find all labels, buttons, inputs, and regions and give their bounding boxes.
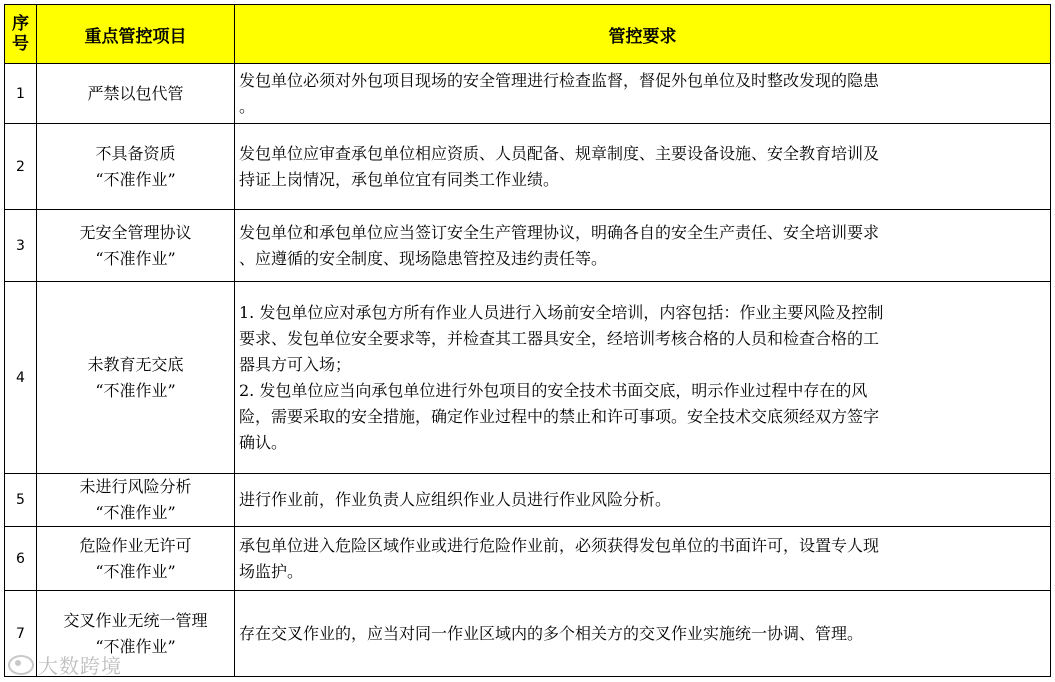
requirement-line: 存在交叉作业的，应当对同一作业区域内的多个相关方的交叉作业实施统一协调、管理。 [239, 623, 864, 643]
requirement-line: 器具方可入场； [239, 354, 352, 374]
requirement-line: 险，需要采取的安全措施，确定作业过程中的禁止和许可事项。安全技术交底须经双方签字 [239, 406, 880, 426]
watermark-text: 大数跨境 [38, 654, 122, 678]
header-requirements: 管控要求 [235, 5, 1051, 64]
control-item-line: 危险作业无许可 [79, 535, 192, 555]
requirement-line: 2. 发包单位应当向承包单位进行外包项目的安全技术书面交底，明示作业过程中存在的风 [239, 380, 868, 400]
requirement-line: 要求、发包单位安全要求等，并检查其工器具安全，经培训考核合格的人员和检查合格的工 [239, 328, 880, 348]
row-number: 3 [5, 210, 37, 282]
requirement-line: 发包单位必须对外包项目现场的安全管理进行检查监督，督促外包单位及时整改发现的隐患 [239, 70, 880, 90]
table-row [5, 591, 1051, 677]
requirement-line: 、应遵循的安全制度、现场隐患管控及违约责任等。 [239, 248, 608, 268]
control-requirement [235, 474, 1051, 527]
row-number: 7 [5, 591, 37, 677]
control-item-line: “不准作业” [95, 380, 176, 400]
control-item [37, 527, 235, 591]
control-requirement [235, 282, 1051, 474]
control-requirement [235, 124, 1051, 210]
control-item-line: 交叉作业无统一管理 [63, 610, 208, 630]
requirement-line: 发包单位应审查承包单位相应资质、人员配备、规章制度、主要设备设施、安全教育培训及 [239, 143, 880, 163]
control-item-line: “不准作业” [95, 248, 176, 268]
control-item-line: “不准作业” [95, 636, 176, 656]
control-item [37, 124, 235, 210]
header-no [5, 5, 37, 64]
table-row [5, 124, 1051, 210]
table-row [5, 210, 1051, 282]
control-requirement [235, 64, 1051, 124]
watermark-logo-icon [8, 655, 34, 675]
control-item-line: “不准作业” [95, 561, 176, 581]
control-item-line: “不准作业” [95, 169, 176, 189]
control-item-line: 未教育无交底 [87, 354, 184, 374]
table-row [5, 64, 1051, 124]
row-number: 6 [5, 527, 37, 591]
control-item-line: 无安全管理协议 [79, 222, 192, 242]
control-requirement [235, 210, 1051, 282]
table-row [5, 474, 1051, 527]
control-item-line: 严禁以包代管 [87, 83, 184, 103]
table-row [5, 282, 1051, 474]
requirement-line: 。 [239, 96, 256, 116]
requirement-line: 发包单位和承包单位应当签订安全生产管理协议，明确各自的安全生产责任、安全培训要求 [239, 222, 880, 242]
requirement-line: 1. 发包单位应对承包方所有作业人员进行入场前安全培训，内容包括：作业主要风险及控制 [239, 302, 884, 322]
requirement-line: 承包单位进入危险区域作业或进行危险作业前，必须获得发包单位的书面许可，设置专人现 [239, 535, 880, 555]
control-item [37, 474, 235, 527]
control-item-line: 未进行风险分析 [79, 477, 192, 496]
watermark [8, 650, 122, 679]
control-item [37, 282, 235, 474]
control-item-line: “不准作业” [95, 503, 176, 522]
row-number: 1 [5, 64, 37, 124]
table-row [5, 527, 1051, 591]
requirement-line: 持证上岗情况，承包单位宜有同类工作业绩。 [239, 169, 560, 189]
row-number: 2 [5, 124, 37, 210]
requirement-line: 进行作业前，作业负责人应组织作业人员进行作业风险分析。 [239, 490, 672, 509]
control-item [37, 210, 235, 282]
control-requirements-table [4, 4, 1051, 677]
row-number: 4 [5, 282, 37, 474]
control-requirement [235, 591, 1051, 677]
header-item: 重点管控项目 [37, 5, 235, 64]
control-item-line: 不具备资质 [95, 143, 176, 163]
header-no-char-1: 序 [12, 14, 29, 34]
control-item [37, 64, 235, 124]
requirement-line: 场监护。 [239, 561, 304, 581]
row-number: 5 [5, 474, 37, 527]
table-header-row [5, 5, 1051, 64]
header-no-char-2: 号 [12, 34, 29, 54]
control-requirement [235, 527, 1051, 591]
requirement-line: 确认。 [239, 432, 288, 452]
